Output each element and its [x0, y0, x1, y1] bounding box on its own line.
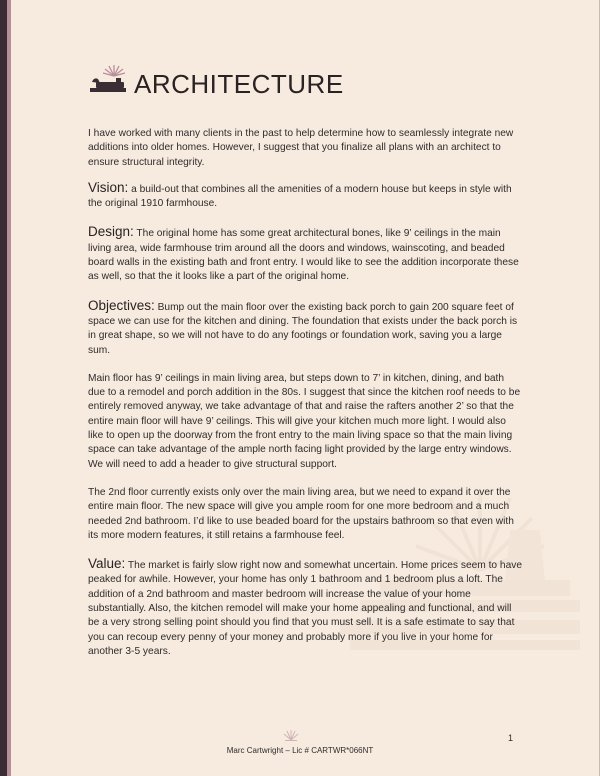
left-accent-bar-mauve: [7, 0, 11, 776]
document-header: [86, 62, 344, 98]
paragraph-text: a build-out that combines all the amenities of a modern house but keeps in style with the original 1910 farmhouse.: [88, 183, 512, 210]
page-number: 1: [508, 733, 514, 743]
section-label-objectives: Objectives:: [88, 297, 155, 313]
wood-plane-icon: [86, 62, 130, 98]
paragraph-text: Main floor has 9’ ceilings in main living area, but steps down to 7’ in kitchen, dining, and bath due to a remodel and porch addition in the 80s. I suggest that since the kitchen roof needs to be entirely removed anyway, we take advantage of that and raise the rafters another 2’ so that the entire main floor will have 9’ ceilings. This will give your kitchen much more light. I would also like to open up the doorway from the front entry to the main living space so that the main living space can take advantage of the ample north facing light provided by the large entry windows. We will need to add a header to give structural support.: [88, 372, 521, 470]
paragraph-intro: [88, 127, 522, 170]
paragraph-text: The market is fairly slow right now and somewhat uncertain. Home prices seem to have peaked for awhile. However, your home has only 1 bathroom and 1 bedroom plus a loft. The addition of a 2nd bathroom and master bedroom will increase the value of your home substantially. Also, the kitchen remodel will make your home appealing and functional, and will be a very strong selling point should you find that you must sell. It is a safe estimate to say that you can recoup every penny of your money and probably more if you live in your home for another 3-5 years.: [88, 560, 523, 657]
document-body: [88, 127, 522, 673]
page-title: ARCHITECTURE: [134, 69, 344, 99]
paragraph-objectives: [88, 299, 522, 358]
section-label-vision: Vision:: [88, 179, 129, 195]
paragraph-text: The 2nd floor currently exists only over the main living area, but we need to expand it over the entire main floor. The new space will give you ample room for one more bedroom and a much needed 2nd bathroom. I’d like to use beaded board for the upstairs bathroom so that even with its more modern features, it still retains a farmhouse feel.: [88, 486, 514, 541]
paragraph-value: [88, 557, 522, 659]
sunburst-icon: [282, 728, 300, 742]
paragraph-second-floor: [88, 486, 522, 543]
section-label-value: Value:: [88, 556, 126, 572]
paragraph-text: I have worked with many clients in the past to help determine how to seamlessly integrate new additions into older homes. However, I suggest that you finalize all plans with an architect to ensure structural integrity.: [88, 128, 514, 168]
footer-license-text: Marc Cartwright – Lic # CARTWR*066NT: [226, 746, 374, 755]
paragraph-main-floor: [88, 372, 522, 472]
section-label-design: Design:: [88, 224, 134, 240]
paragraph-text: Bump out the main floor over the existing back porch to gain 200 square feet of space we can use for the kitchen and dining. The foundation that exists under the back porch is in great shape, so we will not have to do any footings or foundation work, saving you a large sum.: [88, 301, 518, 356]
paragraph-design: [88, 225, 522, 284]
left-accent-bar-dark: [0, 0, 7, 776]
paragraph-vision: [88, 181, 522, 212]
paragraph-text: The original home has some great architectural bones, like 9’ ceilings in the main living area, wide farmhouse trim around all the doors and windows, wainscoting, and beaded board walls in the existing bath and front entry. I would like to see the addition incorporate these as well, so that the it looks like a part of the original home.: [88, 228, 519, 283]
